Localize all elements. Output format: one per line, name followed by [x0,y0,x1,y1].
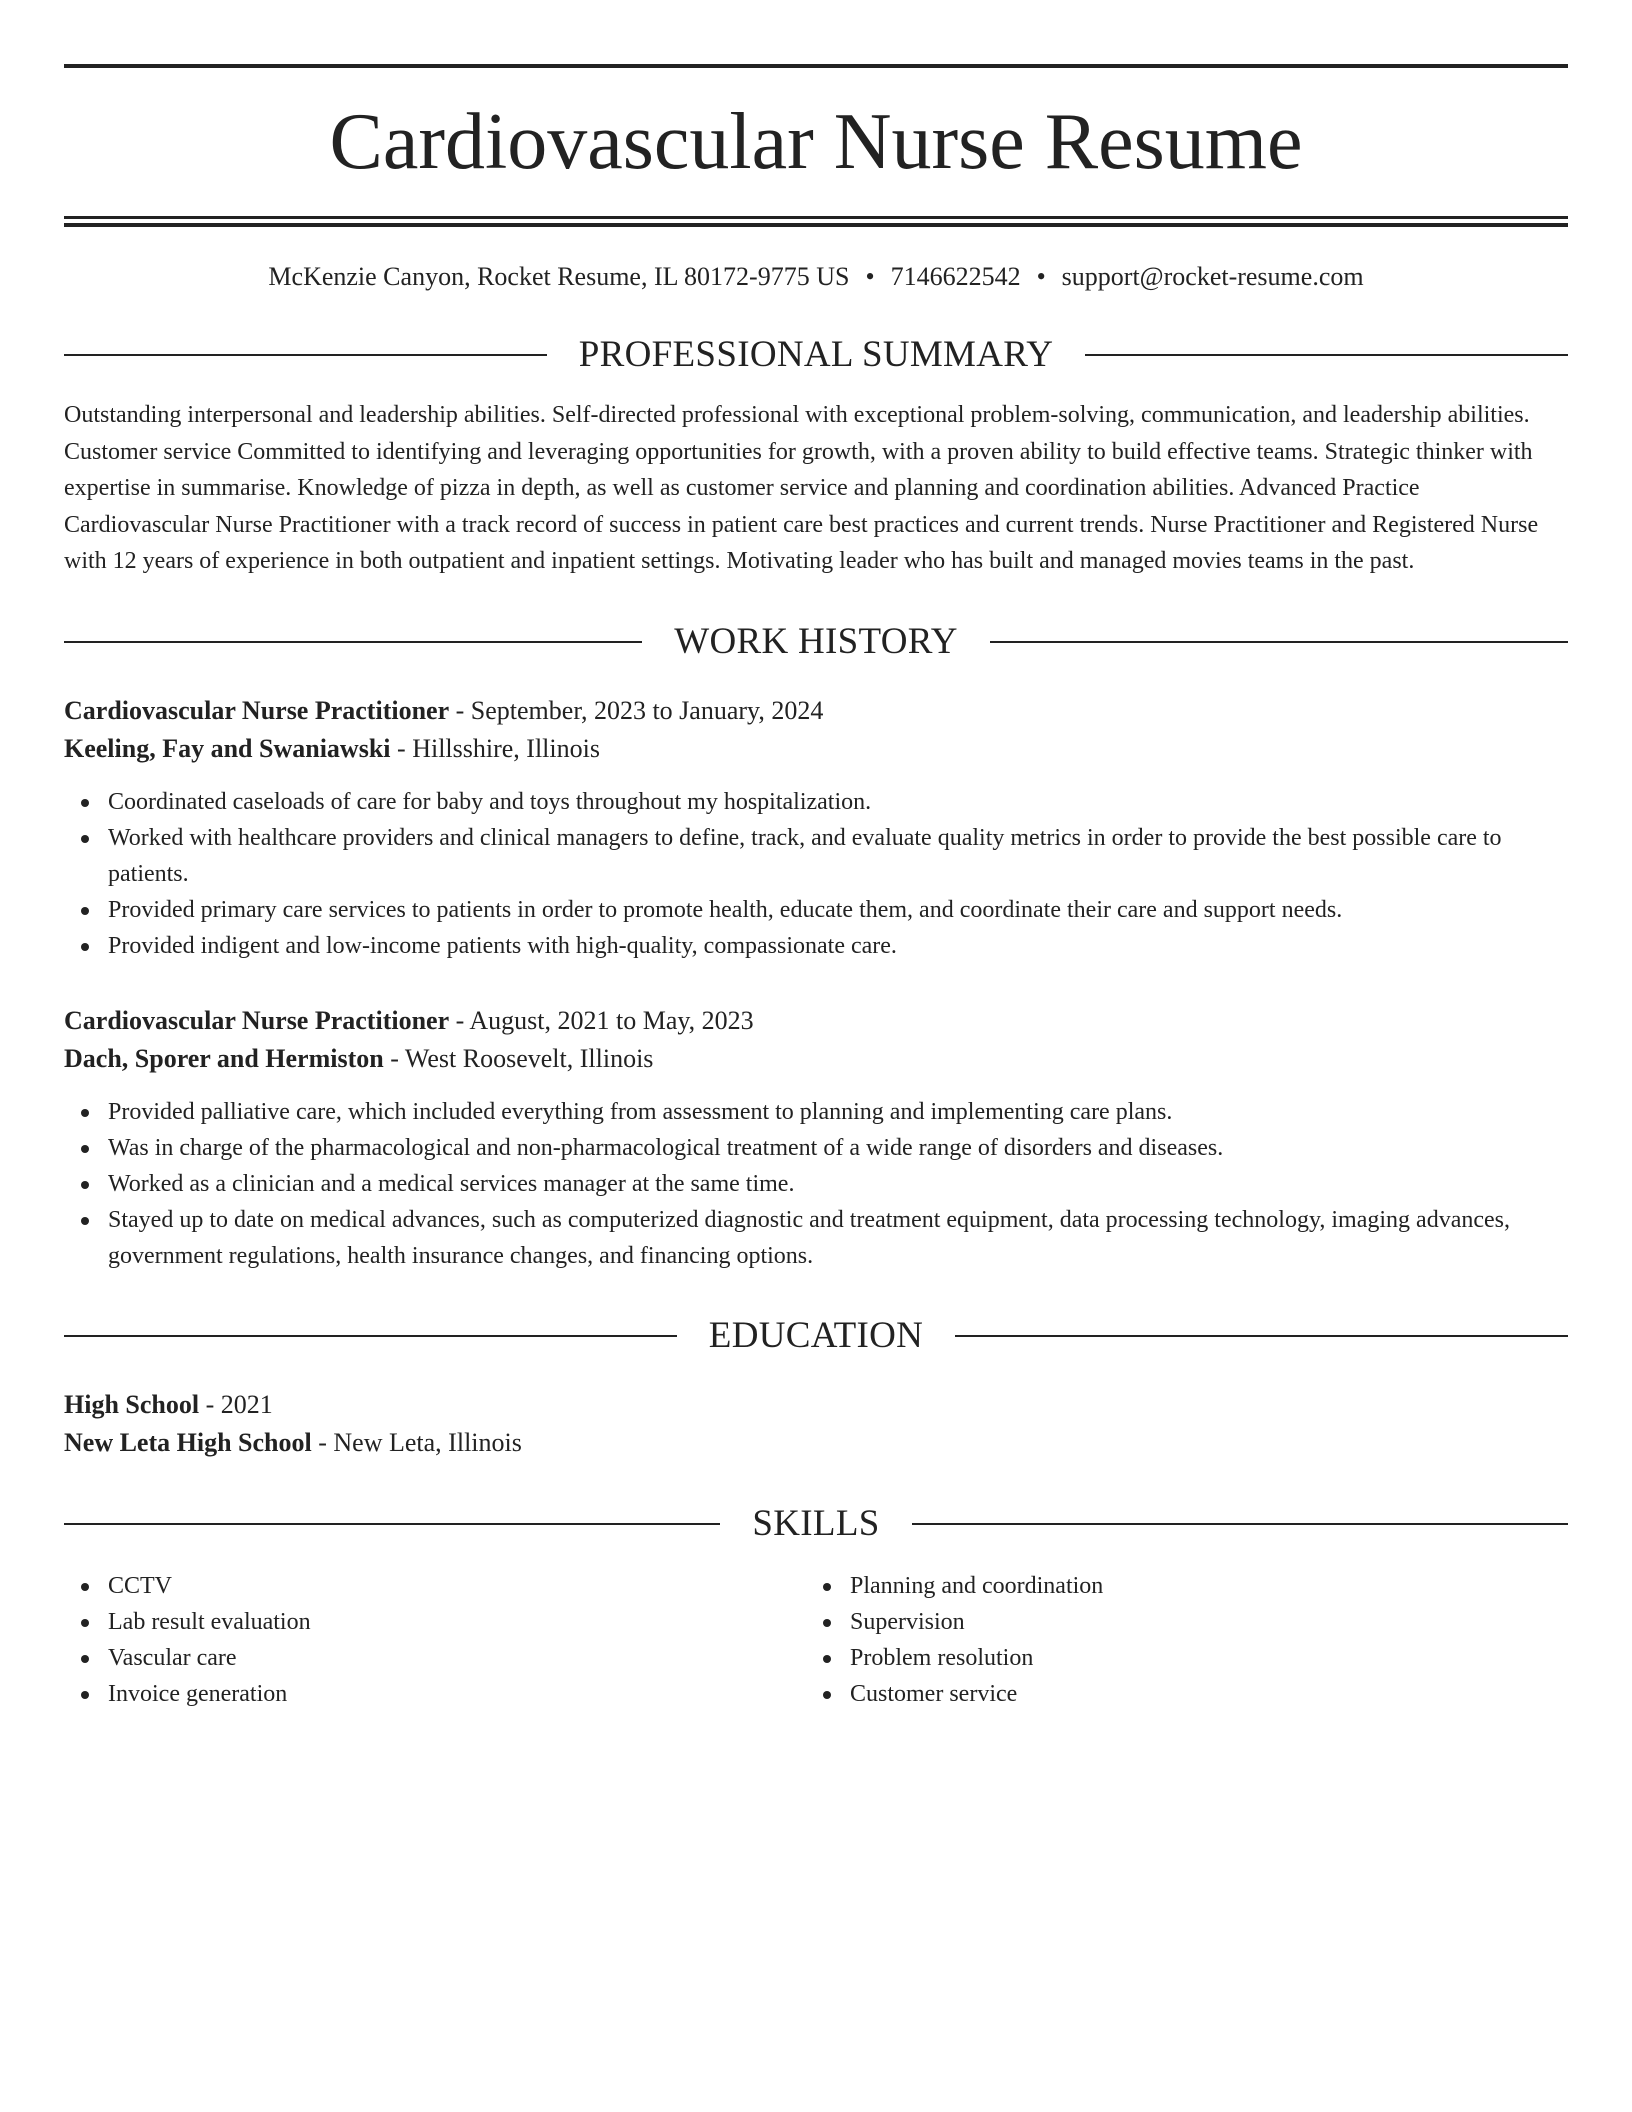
job-title: Cardiovascular Nurse Practitioner [64,1005,450,1035]
skill-item: Supervision [806,1604,1548,1640]
job-location: Hillsshire, Illinois [412,733,600,763]
job-bullet: Worked as a clinician and a medical services manager at the same time. [64,1166,1568,1202]
section-rule-right [955,1335,1568,1337]
job-title-line: Cardiovascular Nurse Practitioner - August, 2021 to May, 2023 [64,1005,754,1035]
job-bullet: Stayed up to date on medical advances, such as computerized diagnostic and treatment equipment, data processing technology, imaging advances, government regulations, health insurance changes, and financing options. [64,1202,1568,1274]
skill-item: Customer service [806,1676,1548,1712]
job-bullet: Coordinated caseloads of care for baby and toys throughout my hospitalization. [64,784,1568,820]
section-title-summary: PROFESSIONAL SUMMARY [578,334,1054,375]
job-entry [64,692,1568,964]
skill-item: Vascular care [64,1640,806,1676]
section-rule-right [912,1523,1568,1525]
job-title-line: Cardiovascular Nurse Practitioner - September, 2023 to January, 2024 [64,695,824,725]
job-company: Keeling, Fay and Swaniawski [64,733,391,763]
skills-list-left [64,1568,806,1712]
job-dates: August, 2021 to May, 2023 [469,1005,754,1035]
skill-item: CCTV [64,1568,806,1604]
section-rule-left [64,641,642,643]
job-bullet: Provided primary care services to patients in order to promote health, educate them, and coordinate their care and support needs. [64,892,1568,928]
section-header-skills [64,1502,1568,1546]
section-title-skills: SKILLS [752,1502,880,1544]
education-school-line: New Leta High School - New Leta, Illinois [64,1427,522,1457]
contact-separator: • [865,262,875,291]
job-bullets [64,1094,1568,1274]
skill-item: Invoice generation [64,1676,806,1712]
resume-page [64,64,1568,1712]
job-entry [64,1002,1568,1274]
contact-email: support@rocket-resume.com [1061,262,1364,291]
section-rule-left [64,354,547,356]
job-company: Dach, Sporer and Hermiston [64,1043,384,1073]
contact-line [64,261,1568,293]
skill-item: Lab result evaluation [64,1604,806,1640]
education-degree: High School [64,1389,200,1419]
section-title-education: EDUCATION [708,1314,924,1356]
section-header-summary [64,333,1568,377]
job-bullets [64,784,1568,964]
job-dates: September, 2023 to January, 2024 [470,695,824,725]
education-entry [64,1386,1568,1462]
title-double-rule [64,216,1568,227]
section-rule-left [64,1523,720,1525]
skills-list-right [806,1568,1548,1712]
education-school: New Leta High School [64,1427,312,1457]
section-title-work: WORK HISTORY [674,620,958,662]
job-bullet: Was in charge of the pharmacological and non-pharmacological treatment of a wide range of disorders and diseases. [64,1130,1568,1166]
education-year: 2021 [220,1389,273,1419]
section-header-education [64,1314,1568,1358]
job-title: Cardiovascular Nurse Practitioner [64,695,450,725]
contact-phone: 7146622542 [890,262,1021,291]
contact-separator: • [1036,262,1046,291]
job-location: West Roosevelt, Illinois [404,1043,654,1073]
skill-item: Planning and coordination [806,1568,1548,1604]
job-bullet: Provided indigent and low-income patients with high-quality, compassionate care. [64,928,1568,964]
resume-title: Cardiovascular Nurse Resume [329,98,1303,186]
job-bullet: Provided palliative care, which included everything from assessment to planning and implementing care plans. [64,1094,1568,1130]
education-location: New Leta, Illinois [333,1427,522,1457]
section-header-work [64,620,1568,664]
section-rule-right [1085,354,1568,356]
contact-address: McKenzie Canyon, Rocket Resume, IL 80172-9775 US [268,262,850,291]
summary-paragraph: Outstanding interpersonal and leadership abilities. Self-directed professional with exceptional problem-solving, communication, and leadership abilities. Customer service Committed to identifying and leveraging opportunities for growth, with a proven ability to build effective teams. Strategic thinker with expertise in summarise. Knowledge of pizza in depth, as well as customer service and planning and coordination abilities. Advanced Practice Cardiovascular Nurse Practitioner with a track record of success in patient care best practices and current trends. Nurse Practitioner and Registered Nurse with 12 years of experience in both outpatient and inpatient settings. Motivating leader who has built and managed movies teams in the past. [64,402,1539,574]
job-company-line: Dach, Sporer and Hermiston - West Roosevelt, Illinois [64,1043,654,1073]
skills-columns [64,1568,1568,1712]
job-company-line: Keeling, Fay and Swaniawski - Hillsshire, Illinois [64,733,600,763]
section-rule-right [990,641,1568,643]
section-rule-left [64,1335,677,1337]
job-bullet: Worked with healthcare providers and clinical managers to define, track, and evaluate quality metrics in order to provide the best possible care to patients. [64,820,1568,892]
skill-item: Problem resolution [806,1640,1548,1676]
education-degree-line: High School - 2021 [64,1389,273,1419]
